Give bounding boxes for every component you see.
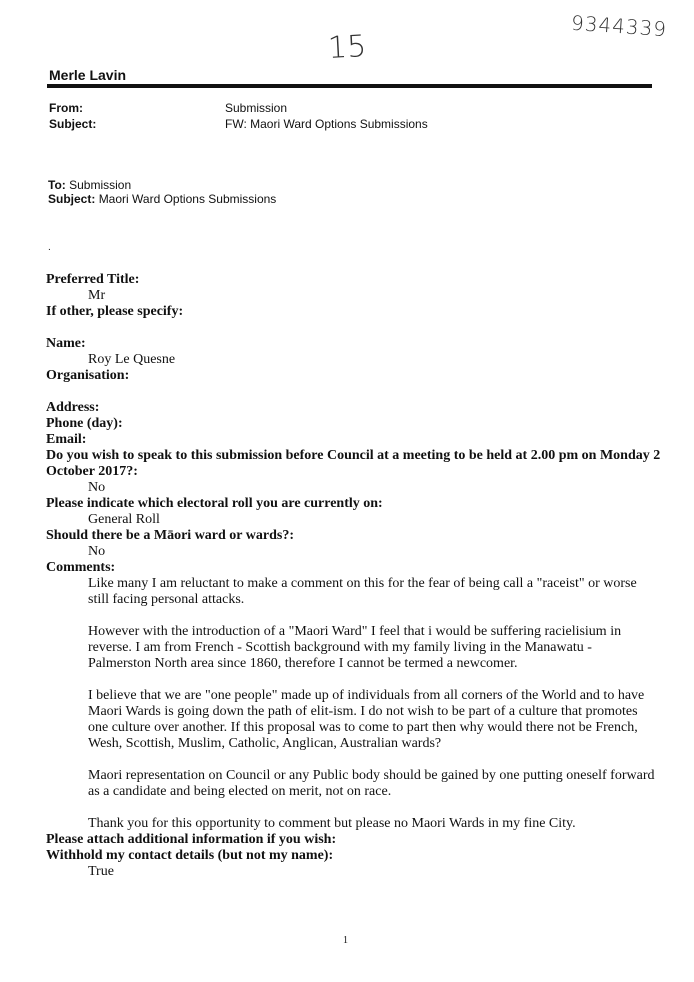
- from-value: Submission: [225, 101, 288, 115]
- name-value: Roy Le Quesne: [88, 352, 176, 367]
- header-divider: [47, 84, 652, 88]
- comments-label: Comments:: [46, 560, 116, 575]
- email-label: Email:: [46, 432, 87, 447]
- subject-value: FW: Maori Ward Options Submissions: [225, 117, 428, 131]
- withhold-label: Withhold my contact details (but not my name):: [46, 848, 334, 863]
- speak-question-label: Do you wish to speak to this submission before Council at a meeting to be held at 2.00 pm on Monday 2 October 2017?:: [46, 448, 661, 479]
- email-sender-name: Merle Lavin: [49, 67, 127, 83]
- organisation-label: Organisation:: [46, 368, 130, 383]
- speak-answer: No: [88, 480, 106, 495]
- submission-form: [46, 272, 666, 880]
- handwritten-document-number: 9344339: [570, 10, 668, 42]
- comment-paragraph: Thank you for this opportunity to comment but please no Maori Wards in my fine City.: [88, 816, 576, 831]
- attach-label: Please attach additional information if you wish:: [46, 832, 337, 847]
- address-label: Address:: [46, 400, 100, 415]
- page-number: 1: [343, 935, 348, 946]
- comment-paragraph: However with the introduction of a "Maori Ward" I feel that i would be suffering racielisium in reverse. I am from French - Scottish background with my family living in the Manawatu - Palmerston North area since 1860, therefore I cannot be termed a newcomer.: [88, 624, 622, 671]
- phone-label: Phone (day):: [46, 416, 123, 431]
- comment-paragraph: Maori representation on Council or any Public body should be gained by one putting oneself forward as a candidate and being elected on merit, not on race.: [88, 768, 655, 799]
- to-line: To: Submission: [48, 178, 132, 192]
- maori-ward-value: No: [88, 544, 106, 559]
- comment-paragraph: I believe that we are "one people" made up of individuals from all corners of the World and to have Maori Wards is going down the path of elit-ism. I do not wish to be part of a culture that promotes one culture over another. If this proposal was to come to part then why would there not be French, Wesh, Scottish, Muslim, Catholic, Anglican, Australian wards?: [88, 688, 645, 751]
- name-label: Name:: [46, 336, 86, 351]
- if-other-label: If other, please specify:: [46, 304, 184, 319]
- withhold-value: True: [88, 864, 114, 879]
- comment-paragraph: Like many I am reluctant to make a comment on this for the fear of being call a "raceist" or worse still facing personal attacks.: [88, 576, 637, 607]
- electoral-roll-label: Please indicate which electoral roll you are currently on:: [46, 496, 383, 511]
- preferred-title-label: Preferred Title:: [46, 272, 140, 287]
- preferred-title-value: Mr: [88, 288, 106, 303]
- from-label: From:: [49, 101, 83, 115]
- electoral-roll-value: General Roll: [88, 512, 160, 527]
- subject-label: Subject:: [49, 117, 97, 131]
- inner-subject-line: Subject: Maori Ward Options Submissions: [48, 192, 277, 206]
- handwritten-page-mark: 15: [327, 29, 368, 66]
- maori-ward-label: Should there be a Māori ward or wards?:: [46, 528, 294, 543]
- stray-dot: .: [48, 242, 51, 253]
